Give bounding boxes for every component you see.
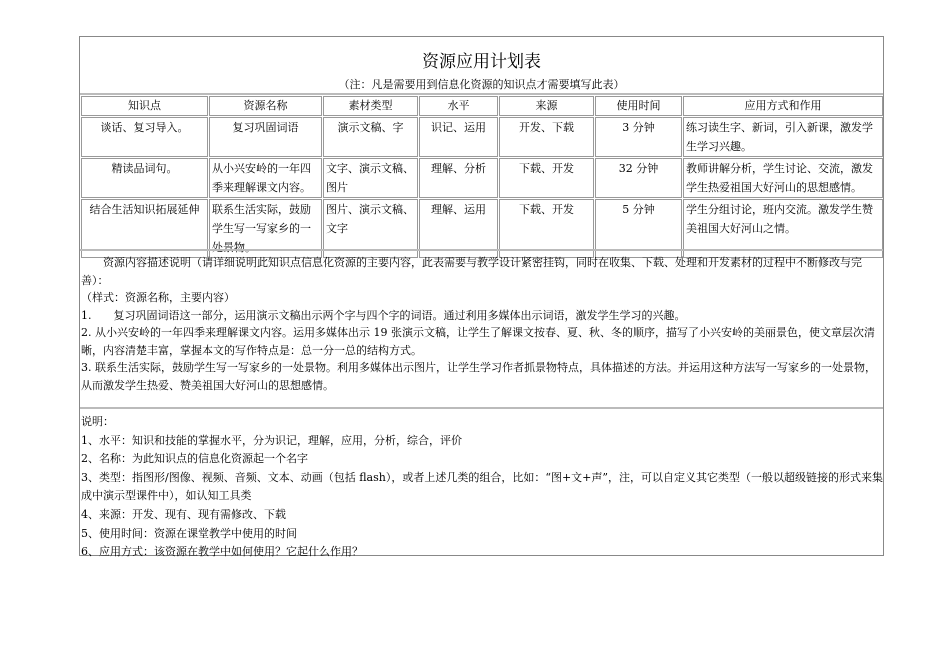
table-cell: 32 分钟 xyxy=(595,158,682,198)
notes-item: 4、来源：开发、现有、现有需修改、下载 xyxy=(81,507,286,521)
table-cell: 结合生活知识拓展延伸 xyxy=(81,199,208,258)
resource-plan-table xyxy=(80,95,884,259)
header-usage-time: 使用时间 xyxy=(595,96,682,116)
resource-description-section xyxy=(80,249,883,409)
notes-item: 2、名称：为此知识点的信息化资源起一个名字 xyxy=(81,452,308,466)
table-cell: 复习巩固词语 xyxy=(209,117,322,157)
document-page xyxy=(79,36,884,559)
notes-item: 5、使用时间：资源在课堂教学中使用的时间 xyxy=(81,526,297,540)
table-cell: 联系生活实际，鼓励学生写一写家乡的一处景物。 xyxy=(209,199,322,258)
table-cell: 图片、演示文稿、文字 xyxy=(323,199,418,258)
header-material-type: 素材类型 xyxy=(323,96,418,116)
header-level: 水平 xyxy=(419,96,498,116)
table-cell: 3 分钟 xyxy=(595,117,682,157)
table-row xyxy=(81,158,883,198)
table-cell: 练习读生字、新词，引入新课，激发学生学习兴趣。 xyxy=(683,117,883,157)
table-header-row xyxy=(81,96,883,116)
description-format: （样式：资源名称，主要内容） xyxy=(81,291,235,304)
description-item: 2. 从小兴安岭的一年四季来理解课文内容。运用多媒体出示 19 张演示文稿，让学生了解课文按春、夏、秋、冬的顺序，描写了小兴安岭的美丽景色，使文章层次清晰，内容清楚丰富，掌握本文的写作特点是：总一分一总的结构方式。 xyxy=(81,326,875,357)
description-item: 3. 联系生活实际，鼓励学生写一写家乡的一处景物。利用多媒体出示图片，让学生学习作者抓景物特点，具体描述的方法。并运用这种方法写一写家乡的一处景物，从而激发学生热爱、赞美祖国大好河山的思想感情。 xyxy=(81,361,876,392)
table-cell: 理解、运用 xyxy=(419,199,498,258)
description-item: 1. 复习巩固词语这一部分，运用演示文稿出示两个字与四个字的词语。通过利用多媒体出示词语，激发学生学习的兴趣。 xyxy=(81,308,686,322)
table-cell: 下载、开发 xyxy=(499,158,594,198)
title-note: （注：凡是需要用到信息化资源的知识点才需要填写此表） xyxy=(338,78,625,91)
description-intro: 资源内容描述说明（请详细说明此知识点信息化资源的主要内容，此表需要与教学设计紧密挂钩，同时在收集、下载、处理和开发素材的过程中不断修改与完善）： xyxy=(81,256,862,287)
table-row xyxy=(81,117,883,157)
notes-section xyxy=(80,413,884,562)
header-source: 来源 xyxy=(499,96,594,116)
table-cell: 下载、开发 xyxy=(499,199,594,258)
header-resource-name: 资源名称 xyxy=(209,96,322,116)
page-title: 资源应用计划表 xyxy=(422,52,541,72)
table-cell: 教师讲解分析，学生讨论、交流，激发学生热爱祖国大好河山的思想感情。 xyxy=(683,158,883,198)
table-cell: 从小兴安岭的一年四季来理解课文内容。 xyxy=(209,158,322,198)
notes-heading: 说明： xyxy=(81,415,114,428)
table-cell: 理解、分析 xyxy=(419,158,498,198)
title-block xyxy=(80,37,883,95)
table-cell: 识记、运用 xyxy=(419,117,498,157)
table-cell: 精读品词句。 xyxy=(81,158,208,198)
header-application: 应用方式和作用 xyxy=(683,96,883,116)
table-cell: 5 分钟 xyxy=(595,199,682,258)
table-cell: 演示文稿、字 xyxy=(323,117,418,157)
notes-item: 3、类型：指图形/图像、视频、音频、文本、动画（包括 flash），或者上述几类的组合，比如：“图+文+声”，注，可以自定义其它类型（一般以超级链接的形式来集成中演示型课件中），如认知工具类 xyxy=(81,470,884,503)
notes-item: 6、应用方式：该资源在教学中如何使用？它起什么作用？ xyxy=(81,545,363,559)
table-cell: 文字、演示文稿、图片 xyxy=(323,158,418,198)
table-cell: 谈话、复习导入。 xyxy=(81,117,208,157)
table-cell: 开发、下载 xyxy=(499,117,594,157)
header-knowledge-point: 知识点 xyxy=(81,96,208,116)
table-cell: 学生分组讨论，班内交流。激发学生赞美祖国大好河山之情。 xyxy=(683,199,883,258)
notes-item: 1、水平：知识和技能的掌握水平，分为识记，理解，应用，分析，综合，评价 xyxy=(81,433,462,447)
